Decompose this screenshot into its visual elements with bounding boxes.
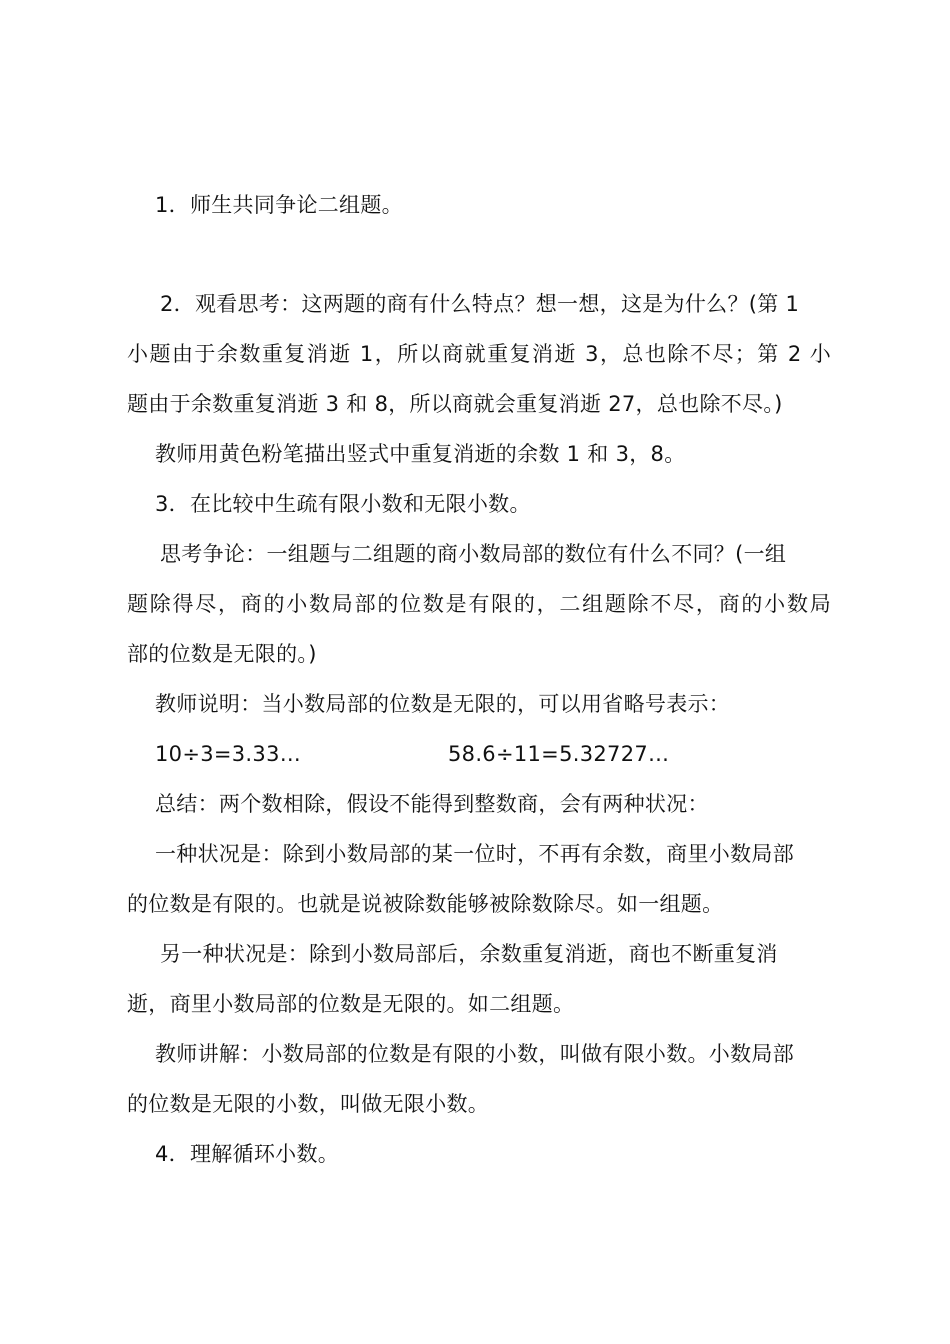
paragraph-3-line-1: 教师用黄色粉笔描出竖式中重复消逝的余数 1 和 3，8。 bbox=[155, 442, 686, 466]
paragraph-5-line-1: 思考争论：一组题与二组题的商小数局部的数位有什么不同？(一组 bbox=[160, 542, 787, 566]
paragraph-5-line-3: 部的位数是无限的。) bbox=[127, 642, 317, 666]
paragraph-2-line-3: 题由于余数重复消逝 3 和 8，所以商就会重复消逝 27，总也除不尽。) bbox=[127, 392, 783, 416]
paragraph-8-line-1: 一种状况是：除到小数局部的某一位时，不再有余数，商里小数局部 bbox=[155, 842, 794, 866]
paragraph-9-line-1: 另一种状况是：除到小数局部后，余数重复消逝，商也不断重复消 bbox=[160, 942, 778, 966]
paragraph-10-line-2: 的位数是无限的小数，叫做无限小数。 bbox=[127, 1092, 490, 1116]
paragraph-2-line-1: 2．观看思考：这两题的商有什么特点？想一想，这是为什么？(第 1 bbox=[160, 292, 800, 316]
paragraph-9-line-2: 逝，商里小数局部的位数是无限的。如二组题。 bbox=[127, 992, 575, 1016]
paragraph-6-line-1: 教师说明：当小数局部的位数是无限的，可以用省略号表示： bbox=[155, 692, 731, 716]
paragraph-2-line-2: 小题由于余数重复消逝 1，所以商就重复消逝 3，总也除不尽；第 2 小 bbox=[127, 342, 831, 366]
paragraph-10-line-1: 教师讲解：小数局部的位数是有限的小数，叫做有限小数。小数局部 bbox=[155, 1042, 794, 1066]
math-example-1: 10÷3=3.33… bbox=[155, 742, 302, 766]
paragraph-8-line-2: 的位数是有限的。也就是说被除数能够被除数除尽。如一组题。 bbox=[127, 892, 724, 916]
paragraph-1-line-1: 1．师生共同争论二组题。 bbox=[155, 193, 403, 217]
paragraph-11-line-1: 4．理解循环小数。 bbox=[155, 1142, 340, 1166]
paragraph-5-line-2: 题除得尽，商的小数局部的位数是有限的，二组题除不尽，商的小数局 bbox=[127, 592, 831, 616]
paragraph-7-line-1: 总结：两个数相除，假设不能得到整数商，会有两种状况： bbox=[155, 792, 709, 816]
math-example-2: 58.6÷11=5.32727… bbox=[448, 742, 670, 766]
paragraph-4-line-1: 3．在比较中生疏有限小数和无限小数。 bbox=[155, 492, 531, 516]
